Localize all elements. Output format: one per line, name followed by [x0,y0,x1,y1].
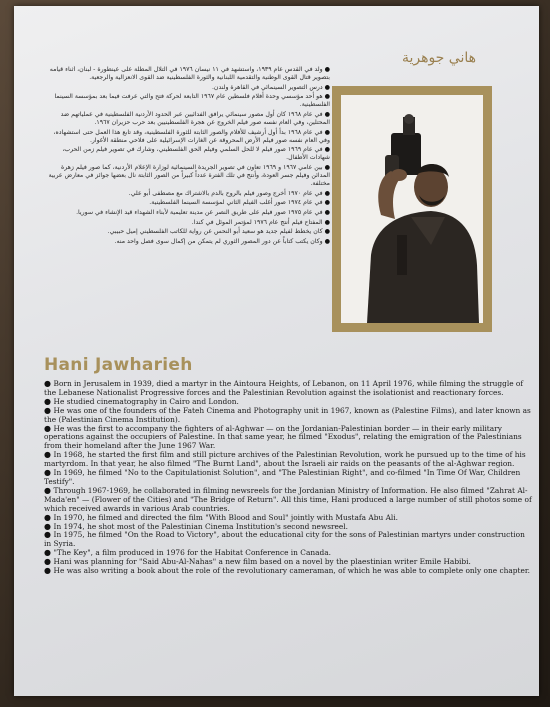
bio-paragraph: ● Born in Jerusalem in 1939, died a martyr in the Aintoura Heights, of Lebanon, on 11 April 1976, while filming the struggle of the Lebanese Nationalist Progressive forces and the Palestinian Revolution against the isolationist and reactionary forces. [44,380,532,398]
arabic-paragraph: ● في عام ١٩٧٥ صور فيلم على طريق النصر عن مدينة تعليمية لأبناء الشهداء قيد الإنشاء في سوريا. [44,209,330,217]
portrait-photo [341,95,483,323]
arabic-paragraph: ● ولد في القدس عام ١٩٣٩، واستشهد في ١١ نيسان ١٩٧٦ في التلال المطلة على عينطورة - لبنان، أثناء قيامه بتصوير قتال القوى الوطنية والتقدمية اللبنانية والثورة الفلسطينية ضد القوى الانعزالية والرجعية. [44,66,330,82]
bio-paragraph: ● In 1970, he filmed and directed the film "With Blood and Soul" jointly with Mustafa Abu Ali. [44,514,532,523]
bio-paragraph: ● In 1968, he started the first film and still picture archives of the Palestinian Revolution, work he pursued up to the time of his martyrdom. In that year, he also filmed "The Burnt Land", about the Israeli air raids on the peasants of the al-Aghwar region. [44,451,532,469]
portrait-frame [332,86,492,332]
bio-paragraph: ● "The Key", a film produced in 1976 for the Habitat Conference in Canada. [44,549,532,558]
bio-paragraph: ● Through 1967-1969, he collaborated in filming newsreels for the Jordanian Ministry of Information. He also filmed "Zahrat Al-Mada'en" — (Flower of the Cities) and "The Bridge of Return". All this time, Hani produced a large number of still photos some of which received awards in various Arab countries. [44,487,532,514]
arabic-paragraph: ● في عام ١٩٦٨ كان أول مصور سينمائي يرافق الفدائيين عبر الحدود الأردنية الفلسطينية في عملياتهم ضد المحتلين، وفي العام نفسه صور فيلم الخروج عن هجرة الفلسطينيين بعد حرب حزيران ١٩٦٧. [44,111,330,127]
bio-paragraph: ● In 1975, he filmed "On the Road to Victory", about the educational city for the sons of Palestinian martyrs under construction in Syria. [44,531,532,549]
arabic-paragraph: ● هو أحد مؤسسي وحدة أفلام فلسطين عام ١٩٦٧ التابعة لحركة فتح والتي عرفت فيما بعد بمؤسسة السينما الفلسطينية. [44,93,330,109]
arabic-paragraph: ● بين عامي ١٩٦٧ و ١٩٦٩ تعاون في تصوير الجريدة السينمائية لوزارة الإعلام الأردنية، كما صور فيلم زهرة المدائن وفيلم جسر العودة، وأنتج في تلك الفترة عدداً كبيراً من الصور الثابتة نال بعضها جوائز في معارض عربية مختلفة. [44,164,330,188]
bio-paragraph: ● Hani was planning for "Said Abu-Al-Nahas" a new film based on a novel by the plaestinian writer Emile Habibi. [44,558,532,567]
arabic-paragraph: ● وكان يكتب كتاباً عن دور المصور الثوري لم يتمكن من إكمال سوى فصل واحد منه. [44,238,330,246]
arabic-paragraph: ● درس التصوير السينمائي في القاهرة ولندن. [44,84,330,92]
arabic-paragraph: ● في عام ١٩٦٨ بدأ أول أرشيف للأفلام والصور الثابتة للثورة الفلسطينية، وقد تابع هذا العمل حتى استشهاده، وفي العام نفسه صور فيلم الأرض المحروقة عن الغارات الإسرائيلية على فلاحي منطقة الأغوار. [44,129,330,145]
arabic-paragraph: ● المفتاح فيلم أنتج عام ١٩٧٦ لمؤتمر الموئل في كندا. [44,219,330,227]
arabic-paragraph: ● في عام ١٩٧٠ أخرج وصور فيلم بالروح بالدم بالاشتراك مع مصطفى أبو علي. [44,190,330,198]
english-biography [44,380,532,576]
arabic-paragraph: ● كان يخطط لفيلم جديد هو سعيد أبو النحس عن رواية للكاتب الفلسطيني إميل حبيبي. [44,228,330,236]
bio-paragraph: ● He was the first to accompany the fighters of al-Aghwar — on the Jordanian-Palestinian border — in their early military operations against the occupiers of Palestine. In that same year, he filmed "Exodus", relating the emigration of the Palestinians from their homeland after the June 1967 War. [44,425,532,452]
bio-paragraph: ● He was one of the founders of the Fateh Cinema and Photography unit in 1967, known as (Palestine Films), and later known as the (Palestinian Cinema Institution). [44,407,532,425]
bio-paragraph: ● In 1969, he filmed "No to the Capitulationist Solution", and "The Palestinian Right", and co-filmed "In Time Of War, Children Testify". [44,469,532,487]
arabic-paragraph: ● في عام ١٩٧٤ صور أغلب الفيلم الثاني لمؤسسة السينما الفلسطينية. [44,199,330,207]
arabic-paragraph: ● في عام ١٩٦٩ صور فيلم لا للحل السلمي وفيلم الحق الفلسطيني، وشارك في تصوير فيلم زمن الحرب، شهادات الأطفال. [44,146,330,162]
bio-paragraph: ● He studied cinematography in Cairo and London. [44,398,532,407]
cameraman-portrait-image [341,95,483,323]
bio-paragraph: ● He was also writing a book about the role of the revolutionary cameraman, of which he was able to complete only one chapter. [44,567,532,576]
arabic-biography [44,66,330,348]
memorial-poster [14,6,539,696]
arabic-name-heading: هاني جوهرية [401,50,476,66]
bio-paragraph: ● In 1974, he shot most of the Palestinian Cinema Institution's second newsreel. [44,523,532,532]
english-name-heading: Hani Jawharieh [44,355,193,375]
